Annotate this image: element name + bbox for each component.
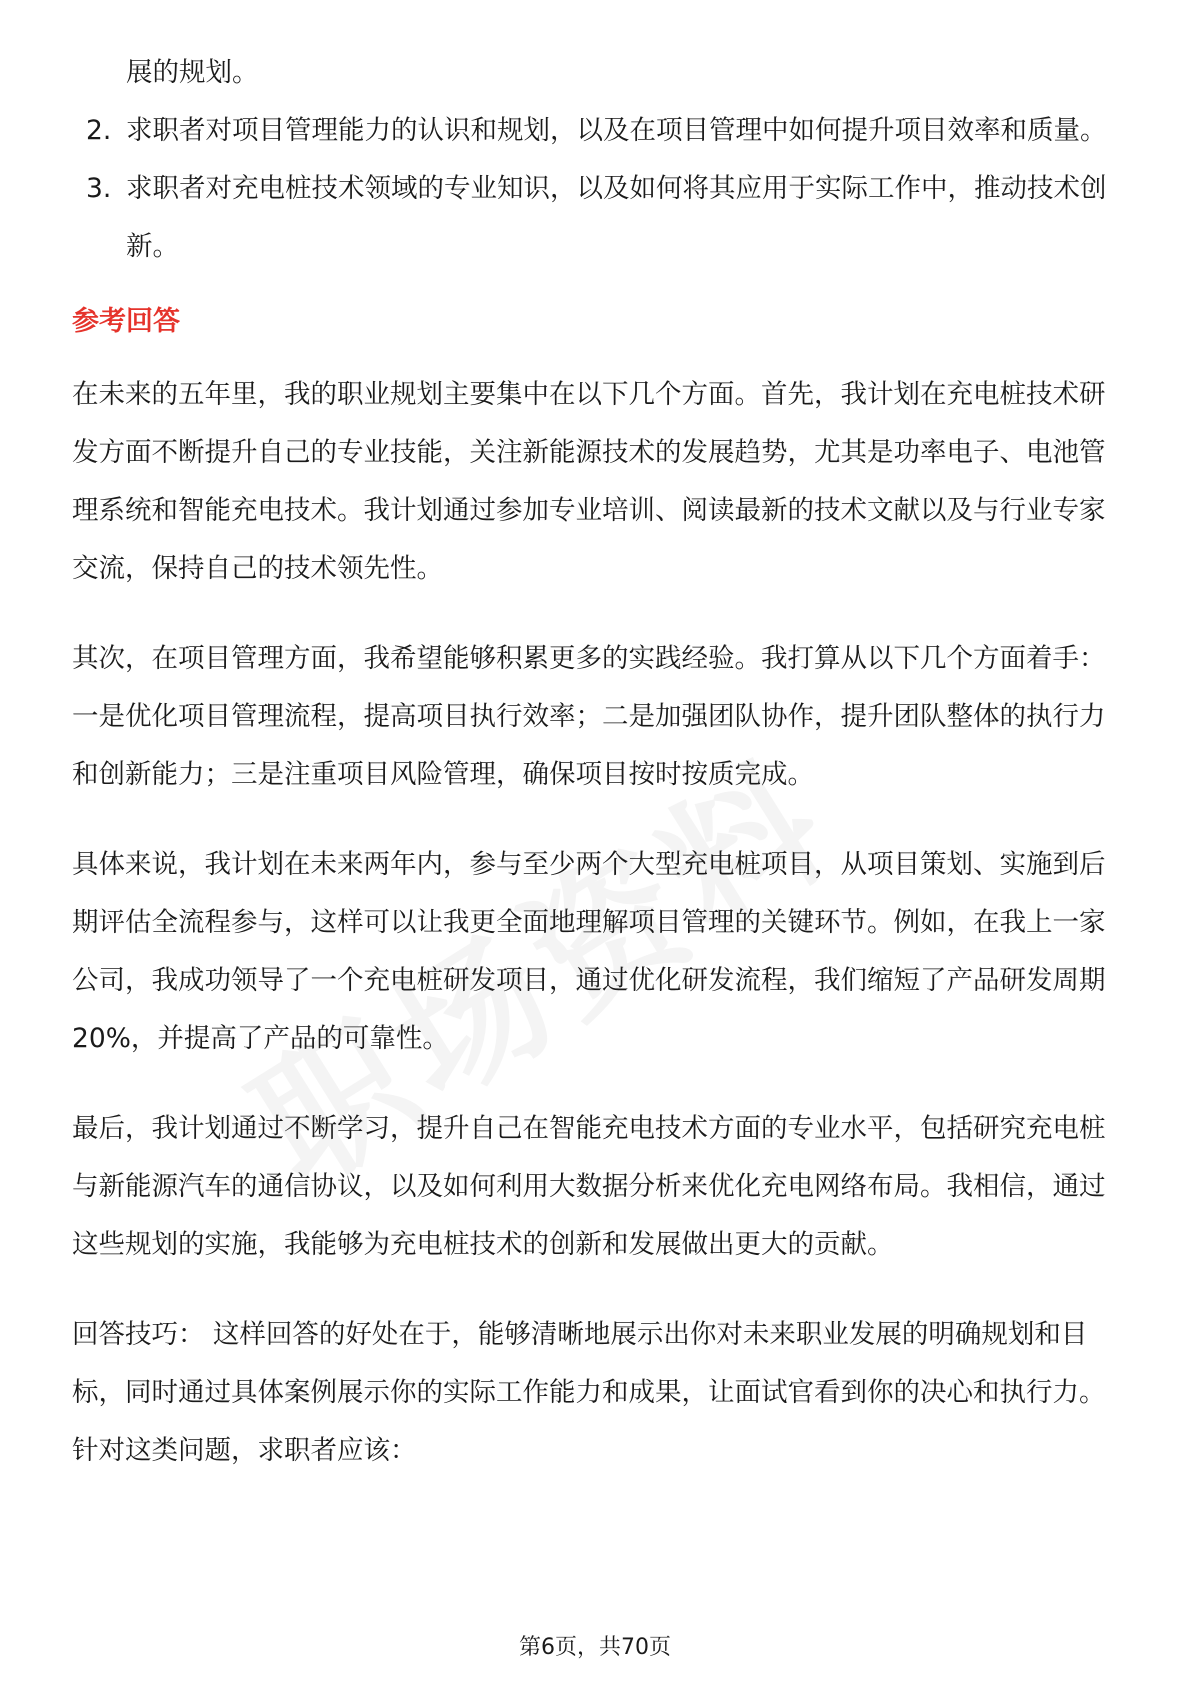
- list-item-text: 求职者对项目管理能力的认识和规划，以及在项目管理中如何提升项目效率和质量。: [126, 115, 1107, 146]
- page-number-footer: 第6页，共70页: [519, 1635, 671, 1660]
- list-item-number: 2.: [86, 115, 112, 146]
- page-content: [72, 44, 1120, 1512]
- intro-continuation: 展的规划。: [126, 57, 259, 88]
- answer-tips: 回答技巧： 这样回答的好处在于，能够清晰地展示出你对未来职业发展的明确规划和目标，同时通过具体案例展示你的实际工作能力和成果，让面试官看到你的决心和执行力。针对这类问题，求职者应该：: [72, 1319, 1106, 1466]
- list-item: [72, 160, 1120, 276]
- paragraph: 最后，我计划通过不断学习，提升自己在智能充电技术方面的专业水平，包括研究充电桩与新能源汽车的通信协议，以及如何利用大数据分析来优化充电网络布局。我相信，通过这些规划的实施，我能够为充电桩技术的创新和发展做出更大的贡献。: [72, 1113, 1106, 1260]
- question-list: [72, 102, 1120, 276]
- list-item-number: 3.: [86, 173, 112, 204]
- paragraph: 在未来的五年里，我的职业规划主要集中在以下几个方面。首先，我计划在充电桩技术研发方面不断提升自己的专业技能，关注新能源技术的发展趋势，尤其是功率电子、电池管理系统和智能充电技术。我计划通过参加专业培训、阅读最新的技术文献以及与行业专家交流，保持自己的技术领先性。: [72, 379, 1106, 584]
- paragraph: 其次，在项目管理方面，我希望能够积累更多的实践经验。我打算从以下几个方面着手：一是优化项目管理流程，提高项目执行效率；二是加强团队协作，提升团队整体的执行力和创新能力；三是注重项目风险管理，确保项目按时按质完成。: [72, 643, 1106, 790]
- paragraph: 具体来说，我计划在未来两年内，参与至少两个大型充电桩项目，从项目策划、实施到后期评估全流程参与，这样可以让我更全面地理解项目管理的关键环节。例如，在我上一家公司，我成功领导了一个充电桩研发项目，通过优化研发流程，我们缩短了产品研发周期20%，并提高了产品的可靠性。: [72, 849, 1106, 1054]
- list-item: [72, 102, 1120, 160]
- list-item-text: 求职者对充电桩技术领域的专业知识，以及如何将其应用于实际工作中，推动技术创新。: [126, 173, 1107, 262]
- answer-heading: 参考回答: [72, 306, 180, 337]
